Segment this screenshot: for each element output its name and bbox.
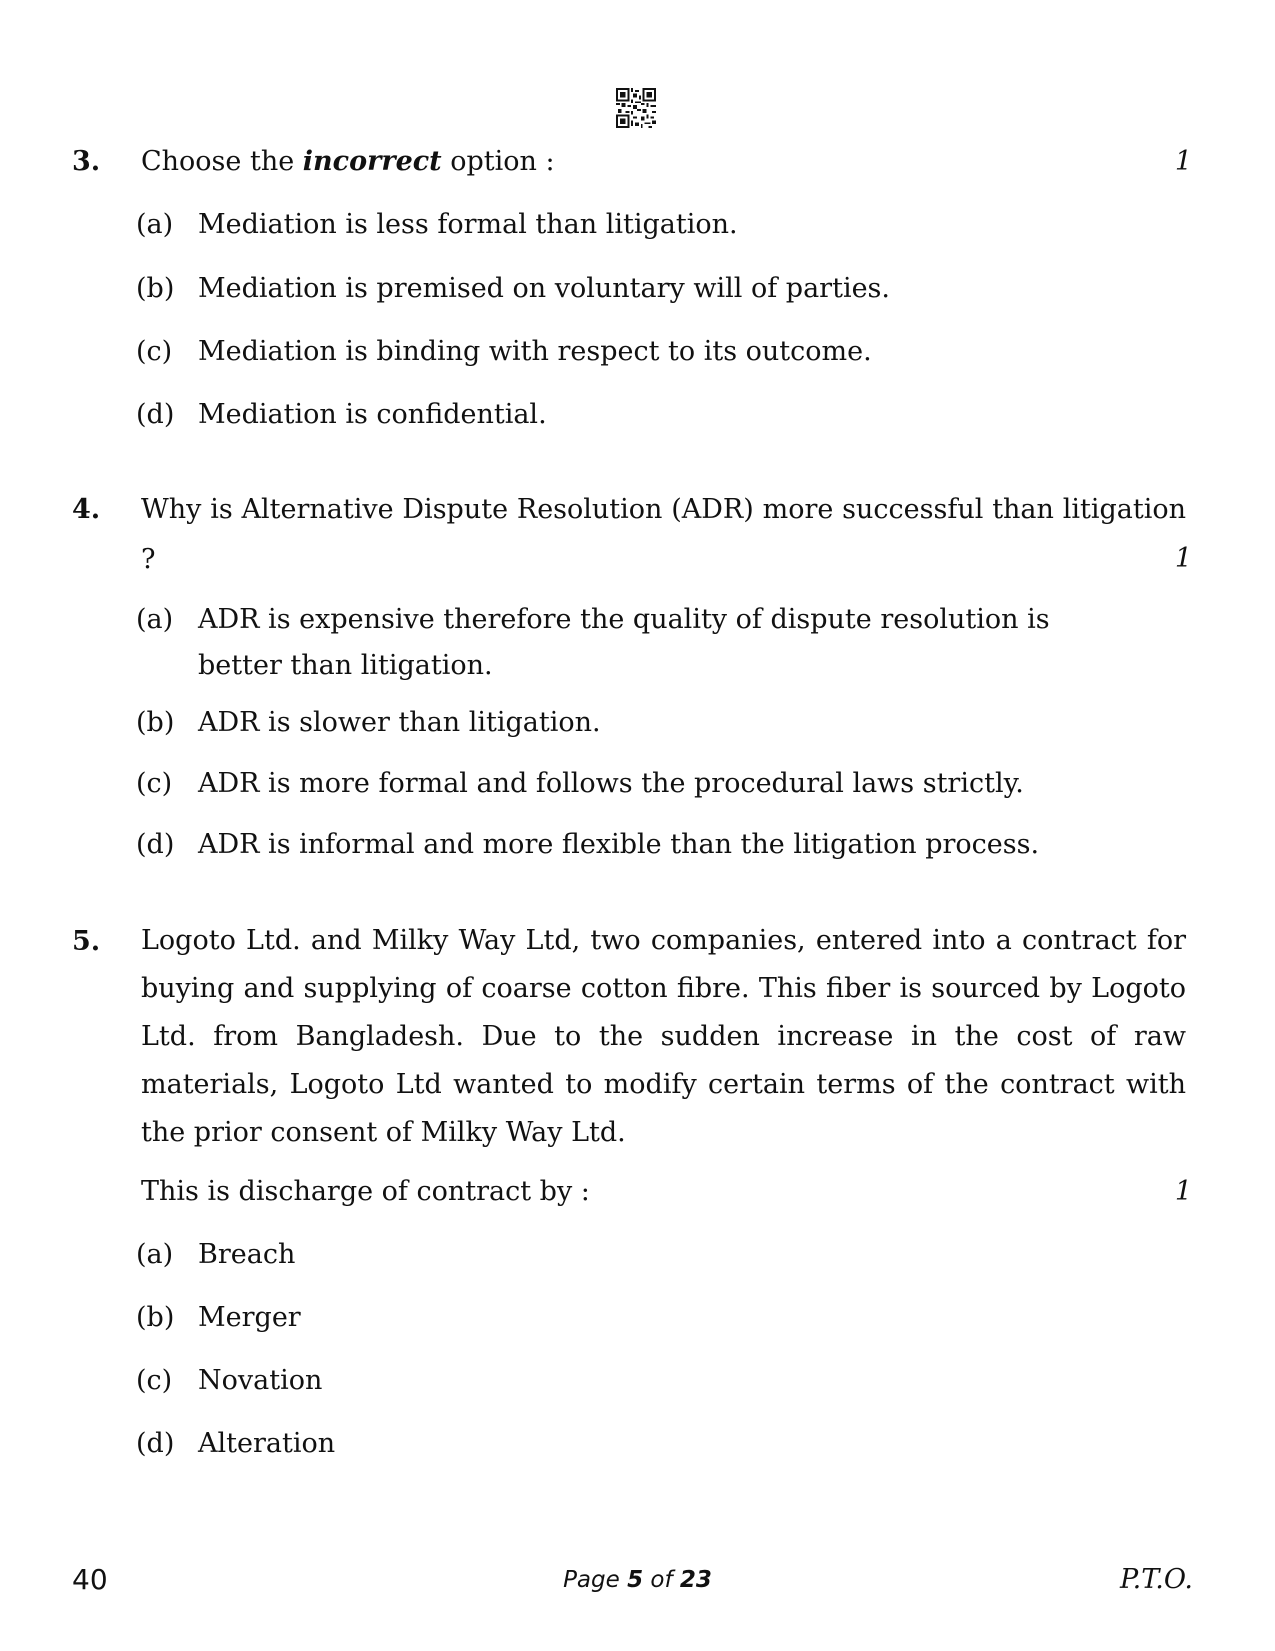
- qr-code-icon: [616, 88, 656, 128]
- page-current: 5: [627, 1567, 644, 1593]
- question-marks: 1: [1174, 1176, 1192, 1207]
- pto-label: P.T.O.: [1119, 1564, 1193, 1595]
- emphasis-text: incorrect: [302, 146, 442, 177]
- question-marks: 1: [1174, 146, 1192, 177]
- question-marks: 1: [1174, 543, 1192, 574]
- question-prompt: This is discharge of contract by :: [141, 1176, 590, 1207]
- question-4: 4. Why is Alternative Dispute Resolution (ADR) more successful than litigation ? 1 (a) ADR is expensive therefore the quality of dispute resolution is better than litigation. (b) ADR is slower than litigation. (c) ADR is more formal and follows the procedural laws strictly. (d) ADR is informal and more flexible than the litigation process.: [72, 485, 1192, 905]
- question-5: 5. Logoto Ltd. and Milky Way Ltd, two companies, entered into a contract for buying and supplying of coarse cotton fibre. This fiber is sourced by Logoto Ltd. from Bangladesh. Due to the sudden increase in the cost of raw materials, Logoto Ltd wanted to modify certain terms of the contract with the prior consent of Milky Way Ltd. This is discharge of contract by : 1 (a) Breach (b) Merger (c) Novation (d) Alteration: [72, 917, 1192, 1477]
- question-number: 3.: [72, 146, 101, 177]
- question-text: Logoto Ltd. and Milky Way Ltd, two companies, entered into a contract for buying and supplying of coarse cotton fibre. This fiber is sourced by Logoto Ltd. from Bangladesh. Due to the sudden increase in the cost of raw materials, Logoto Ltd wanted to modify certain terms of the contract with the prior consent of Milky Way Ltd.: [141, 925, 1186, 1148]
- question-3: 3. Choose the incorrect option : 1 (a) Mediation is less formal than litigation. (b) Mediation is premised on voluntary will of parties. (c) Mediation is binding with respect to its outcome. (d) Mediation is confidential.: [72, 137, 1192, 437]
- paper-code: 40: [72, 1563, 108, 1596]
- page-total: 23: [679, 1567, 712, 1593]
- question-number: 5.: [72, 926, 101, 957]
- question-text: Choose the incorrect option :: [141, 146, 555, 177]
- question-number: 4.: [72, 494, 101, 525]
- question-text: Why is Alternative Dispute Resolution (ADR) more successful than litigation ?: [141, 494, 1186, 575]
- page-indicator: Page 5 of 23: [563, 1567, 712, 1593]
